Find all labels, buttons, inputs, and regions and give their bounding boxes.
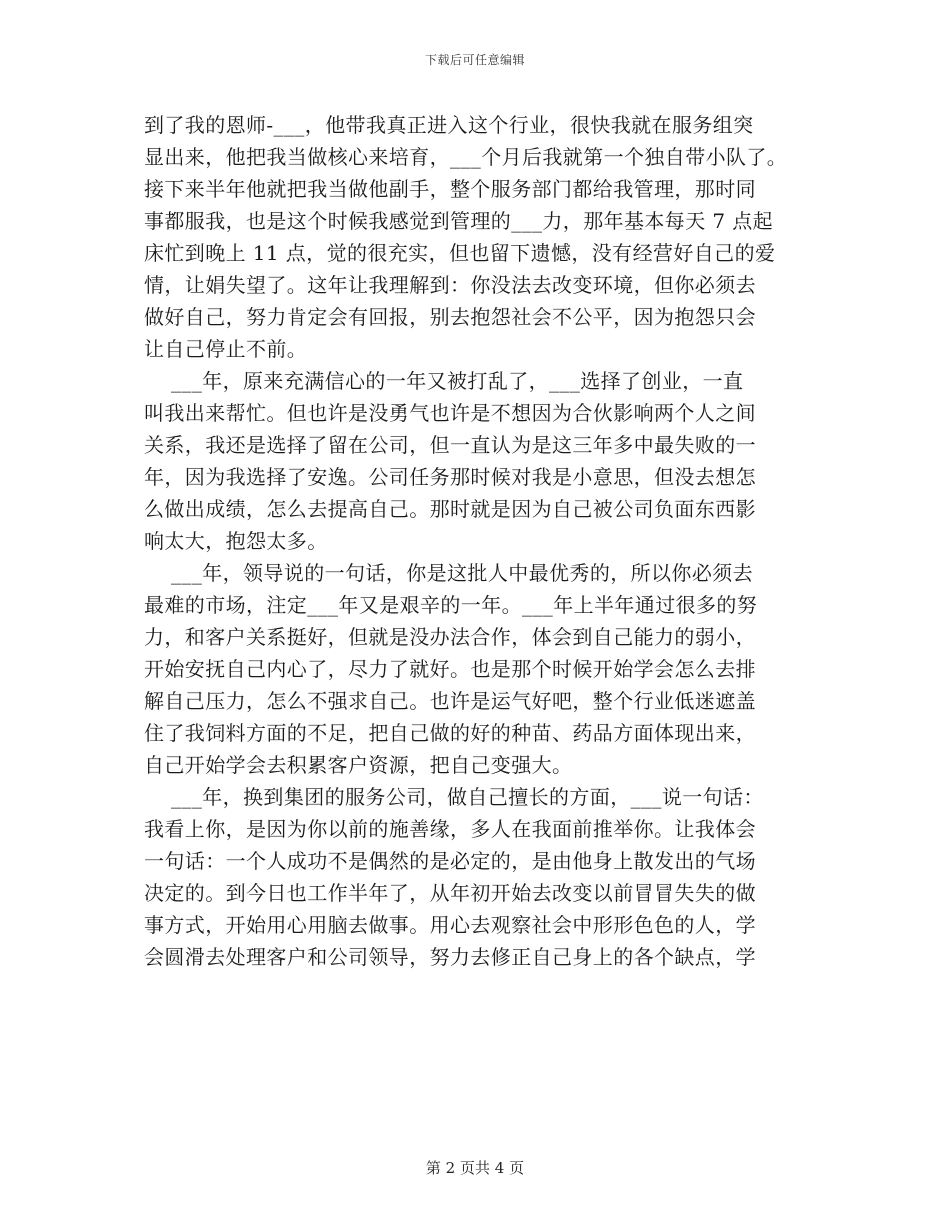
text-line: 会圆滑去处理客户和公司领导，努力去修正自己身上的各个缺点，学: [144, 945, 756, 969]
text-line: 叫我出来帮忙。但也许是没勇气也许是不想因为合伙影响两个人之间: [144, 401, 756, 425]
text-line: 接下来半年他就把我当做他副手，整个服务部门都给我管理，那时同: [144, 177, 756, 201]
document-body: [144, 109, 819, 973]
text-line: 到了我的恩师-___，他带我真正进入这个行业，很快我就在服务组突: [144, 113, 754, 137]
text-line: 力，和客户关系挺好，但就是没办法合作，体会到自己能力的弱小，: [144, 625, 756, 649]
text-line: ___年，原来充满信心的一年又被打乱了，___选择了创业，一直: [144, 369, 744, 393]
text-line: 关系，我还是选择了留在公司，但一直认为是这三年多中最失败的一: [144, 433, 756, 457]
text-line: 最难的市场，注定___年又是艰辛的一年。___年上半年通过很多的努: [144, 593, 758, 617]
text-line: ___年，换到集团的服务公司，做自己擅长的方面，___说一句话：: [144, 785, 764, 809]
page-header: 下载后可任意编辑: [424, 53, 525, 67]
text-line: 年，因为我选择了安逸。公司任务那时候对我是小意思，但没去想怎: [144, 465, 756, 489]
page-number: 第 2 页共 4 页: [425, 1159, 525, 1177]
text-line: 决定的。到今日也工作半年了，从年初开始去改变以前冒冒失失的做: [144, 881, 756, 905]
text-line: ___年，领导说的一句话，你是这批人中最优秀的，所以你必须去: [144, 561, 754, 585]
text-line: 住了我饲料方面的不足，把自己做的好的种苗、药品方面体现出来，: [144, 721, 756, 745]
text-line: 一句话：一个人成功不是偶然的是必定的，是由他身上散发出的气场: [144, 849, 756, 873]
text-line: 事都服我，也是这个时候我感觉到管理的___力，那年基本每天 7 点起: [144, 209, 774, 233]
text-line: 解自己压力，怎么不强求自己。也许是运气好吧，整个行业低迷遮盖: [144, 689, 756, 713]
text-line: 么做出成绩，怎么去提高自己。那时就是因为自己被公司负面东西影: [144, 497, 756, 521]
text-line: 自己开始学会去积累客户资源，把自己变强大。: [144, 753, 573, 777]
text-line: 做好自己，努力肯定会有回报，别去抱怨社会不公平，因为抱怨只会: [144, 305, 756, 329]
text-line: 事方式，开始用心用脑去做事。用心去观察社会中形形色色的人，学: [144, 913, 756, 937]
text-line: 显出来，他把我当做核心来培育，___个月后我就第一个独自带小队了。: [144, 145, 788, 169]
text-line: 开始安抚自己内心了，尽力了就好。也是那个时候开始学会怎么去排: [144, 657, 756, 681]
text-line: 床忙到晚上 11 点，觉的很充实，但也留下遗憾，没有经营好自己的爱: [144, 241, 776, 265]
text-line: 让自己停止不前。: [144, 337, 308, 361]
text-line: 情，让娟失望了。这年让我理解到：你没法去改变环境，但你必须去: [144, 273, 756, 297]
text-line: 我看上你，是因为你以前的施善缘，多人在我面前推举你。让我体会: [144, 817, 756, 841]
text-line: 响太大，抱怨太多。: [144, 529, 328, 553]
